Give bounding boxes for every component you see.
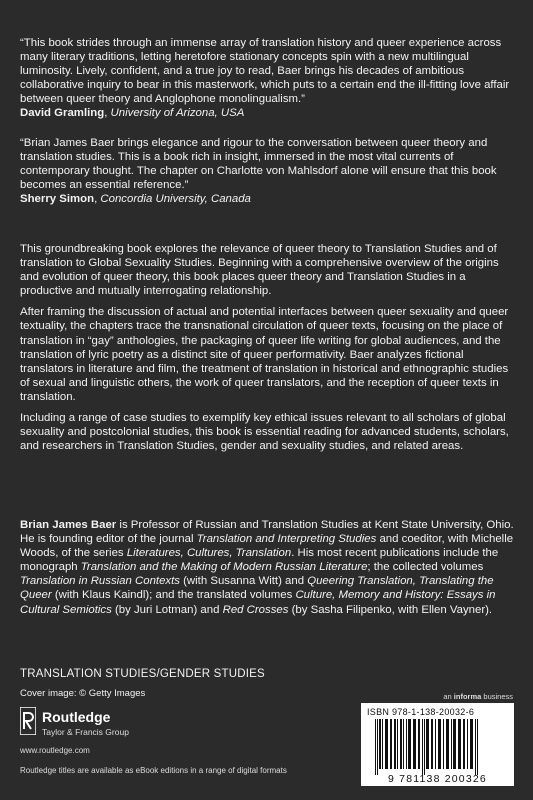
bio-text: (by Juri Lotman) and [111,603,223,616]
bio-title: Queering Translation, Translating the Queer [20,575,494,602]
barcode-digits: 9 781138 200326 [388,773,487,785]
review-quote-2-attribution: Sherry Simon, Concordia University, Canada [20,193,251,206]
bio-title: Red Crosses [222,603,289,616]
description-paragraph: Including a range of case studies to exemplify key ethical issues relevant to all scholars of global sexuality and postcolonial studies, this book is essential reading for advanced students, scholars, and researchers in Translation Studies, gender and sexuality studies, and related areas. [20,412,509,453]
bio-text: and coeditor, with Michelle Woods, of the series [20,533,514,560]
cover-credit: Cover image: © Getty Images [20,688,146,699]
review-quote-1-attribution: David Gramling, University of Arizona, USA [20,107,245,120]
publisher-group: Taylor & Francis Group [42,727,129,737]
review-quote-2-affiliation: Concordia University, Canada [100,193,251,206]
informa-tagline [443,692,513,701]
description-paragraph: This groundbreaking book explores the relevance of queer theory to Translation Studies and of translation to Global Sexuality Studies. Beginning with a comprehensive overview of the origins and evolution of queer theory, this book places queer theory and Translation Studies in a productive and mutually interrogating relationship. [20,243,499,298]
review-quote-1-affiliation: University of Arizona, USA [110,107,245,120]
informa-post: business [481,692,513,701]
bio-text: (by Sasha Filipenko, with Ellen Vayner). [288,603,493,616]
book-description [20,242,516,453]
informa-pre: an [443,692,454,701]
routledge-r-icon [20,707,36,735]
bio-author-name: Brian James Baer [20,519,117,531]
bio-text: ; the collected volumes [367,561,484,574]
bio-text: . His most recent publications include the monograph [20,547,499,574]
routledge-logo [20,707,140,743]
subject-category: TRANSLATION STUDIES/GENDER STUDIES [20,668,265,680]
bio-text: (with Klaus Kaindl); and the translated volumes [51,589,296,602]
bio-title: Culture, Memory and History: Essays in Cultural Semiotics [20,589,496,616]
isbn-barcode [361,703,514,786]
bio-text: (with Susanna Witt) and [179,575,308,588]
publisher-name: Routledge [42,709,111,725]
review-quote-2 [20,136,516,206]
review-quote-1-text: “This book strides through an immense array of translation history and queer experience across many literary traditions, letting heretofore stationary concepts spin with a new multilingual luminosity. Lively, confident, and a true joy to read, Baer brings his decades of ambitious collaborative inquiry to bear in this masterwork, which puts to a certain end the ill-fitting love affair between queer theory and Anglophone monolingualism.” [20,37,510,106]
review-quote-2-author: Sherry Simon [20,193,95,206]
description-paragraph: After framing the discussion of actual and potential interfaces between queer sexuality and queer textuality, the chapters trace the transnational circulation of queer texts, focusing on the place of translation in “gay” anthologies, the packaging of queer life writing for global audiences, and the translation of lyric poetry as a distinct site of queer performativity. Baer analyzes fictional translators in literature and film, the treatment of translation in historical and ethnographic studies of sexual and linguistic others, the work of queer translators, and the reception of queer texts in translation. [20,306,509,403]
bio-title: Translation and Interpreting Studies [196,533,377,546]
author-bio [20,518,516,617]
bio-text: is Professor of Russian and Translation Studies at Kent State University, Ohio. He is founding editor of the journal [20,519,514,546]
bio-title: Translation in Russian Contexts [20,575,180,588]
isbn-text: ISBN 978-1-138-20032-6 [367,707,475,717]
informa-brand: informa [453,692,482,701]
review-quote-1-author: David Gramling [20,107,105,120]
ebook-note: Routledge titles are available as eBook editions in a range of digital formats [20,766,287,775]
bio-title: Translation and the Making of Modern Russian Literature [80,561,368,574]
review-quote-1 [20,36,516,121]
review-quote-2-text: “Brian James Baer brings elegance and rigour to the conversation between queer theory and translation studies. This is a book rich in insight, immersed in the most vital currents of contemporary thought. The chapter on Charlotte von Mahlsdorf alone will ensure that this book becomes an essential reference.” [20,137,497,192]
bio-title: Literatures, Cultures, Translation [126,547,292,560]
publisher-url[interactable]: www.routledge.com [20,746,90,755]
barcode-bars [361,719,514,775]
